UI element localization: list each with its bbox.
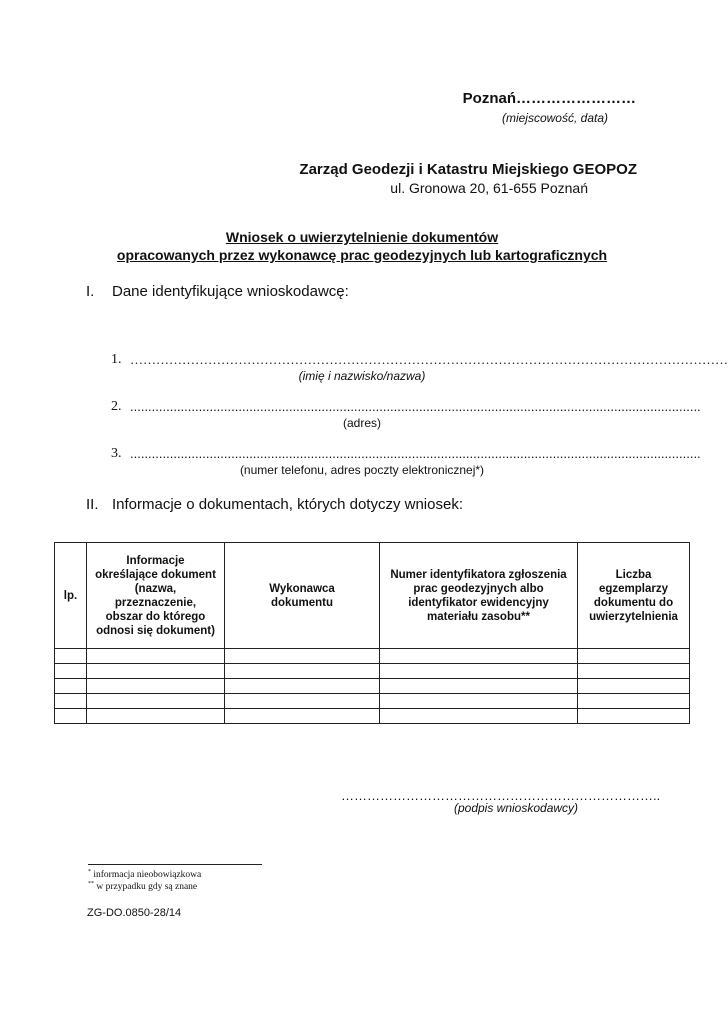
table-cell[interactable] xyxy=(225,709,380,724)
footnote-1-mark: * xyxy=(88,869,91,875)
table-cell[interactable] xyxy=(87,649,225,664)
section-1-heading: Dane identyfikujące wnioskodawcę: xyxy=(112,283,349,300)
footnote-2 xyxy=(88,881,197,892)
section-2-number: II. xyxy=(86,496,99,513)
table-row xyxy=(55,679,690,694)
table-row xyxy=(55,709,690,724)
applicant-name-hint: (imię i nazwisko/nazwa) xyxy=(298,369,426,383)
section-2-heading: Informacje o dokumentach, których dotyczy wniosek: xyxy=(112,496,463,513)
table-cell[interactable] xyxy=(380,664,578,679)
form-title-line-1: Wniosek o uwierzytelnienie dokumentów xyxy=(225,229,499,245)
table-cell[interactable] xyxy=(55,694,87,709)
table-cell[interactable] xyxy=(55,679,87,694)
table-cell[interactable] xyxy=(380,679,578,694)
documents-table xyxy=(54,542,690,724)
table-cell[interactable] xyxy=(380,709,578,724)
table-cell[interactable] xyxy=(578,649,690,664)
applicant-address-field[interactable]: .............................................................................................................................................................. xyxy=(130,399,701,414)
table-cell[interactable] xyxy=(578,679,690,694)
applicant-contact-number: 3. xyxy=(111,446,122,461)
table-cell[interactable] xyxy=(87,679,225,694)
column-header-identifier: Numer identyfikatora zgłoszenia prac geodezyjnych albo identyfikator ewidencyjny materiału zasobu** xyxy=(380,543,578,649)
table-cell[interactable] xyxy=(87,709,225,724)
office-address: ul. Gronowa 20, 61-655 Poznań xyxy=(390,180,588,196)
signature-hint: (podpis wnioskodawcy) xyxy=(453,801,579,815)
table-row xyxy=(55,664,690,679)
table-row xyxy=(55,694,690,709)
office-name: Zarząd Geodezji i Katastru Miejskiego GEOPOZ xyxy=(299,161,637,178)
table-cell[interactable] xyxy=(87,694,225,709)
table-cell[interactable] xyxy=(87,664,225,679)
signature-line[interactable]: ……………………………………………………………….. xyxy=(341,788,661,803)
applicant-contact-field[interactable]: .............................................................................................................................................................. xyxy=(130,446,701,461)
table-cell[interactable] xyxy=(55,709,87,724)
footnote-1-text: informacja nieobowiązkowa xyxy=(91,870,202,881)
place-date-hint: (miejscowość, data) xyxy=(501,111,608,125)
footnote-1 xyxy=(88,869,201,880)
table-cell[interactable] xyxy=(225,694,380,709)
footnote-divider xyxy=(88,864,262,865)
document-code: ZG-DO.0850-28/14 xyxy=(87,907,182,919)
table-cell[interactable] xyxy=(55,664,87,679)
table-cell[interactable] xyxy=(225,664,380,679)
table-row xyxy=(55,649,690,664)
applicant-address-hint: (adres) xyxy=(342,416,381,430)
column-header-lp: lp. xyxy=(55,543,87,649)
applicant-name-number: 1. xyxy=(111,352,122,367)
applicant-name-field[interactable]: ………………………………………………………………………………………………………………………… xyxy=(130,352,728,367)
table-cell[interactable] xyxy=(578,709,690,724)
table-cell[interactable] xyxy=(380,649,578,664)
applicant-address-number: 2. xyxy=(111,399,122,414)
column-header-document-info: Informacje określające dokument (nazwa, przeznaczenie, obszar do którego odnosi się dokument) xyxy=(87,543,225,649)
column-header-copies: Liczba egzemplarzy dokumentu do uwierzytelnienia xyxy=(578,543,690,649)
table-cell[interactable] xyxy=(55,649,87,664)
place-date-line[interactable]: Poznań…………………… xyxy=(462,90,636,107)
table-cell[interactable] xyxy=(225,679,380,694)
table-cell[interactable] xyxy=(578,694,690,709)
footnote-2-mark: ** xyxy=(88,881,94,887)
table-cell[interactable] xyxy=(578,664,690,679)
column-header-contractor: Wykonawca dokumentu xyxy=(225,543,380,649)
table-cell[interactable] xyxy=(225,649,380,664)
table-cell[interactable] xyxy=(380,694,578,709)
table-header-row xyxy=(55,543,690,649)
section-1-number: I. xyxy=(86,283,95,300)
form-title-line-2: opracowanych przez wykonawcę prac geodezyjnych lub kartograficznych xyxy=(116,247,608,263)
applicant-contact-hint: (numer telefonu, adres poczty elektronicznej*) xyxy=(239,463,485,477)
footnote-2-text: w przypadku gdy są znane xyxy=(94,882,198,893)
